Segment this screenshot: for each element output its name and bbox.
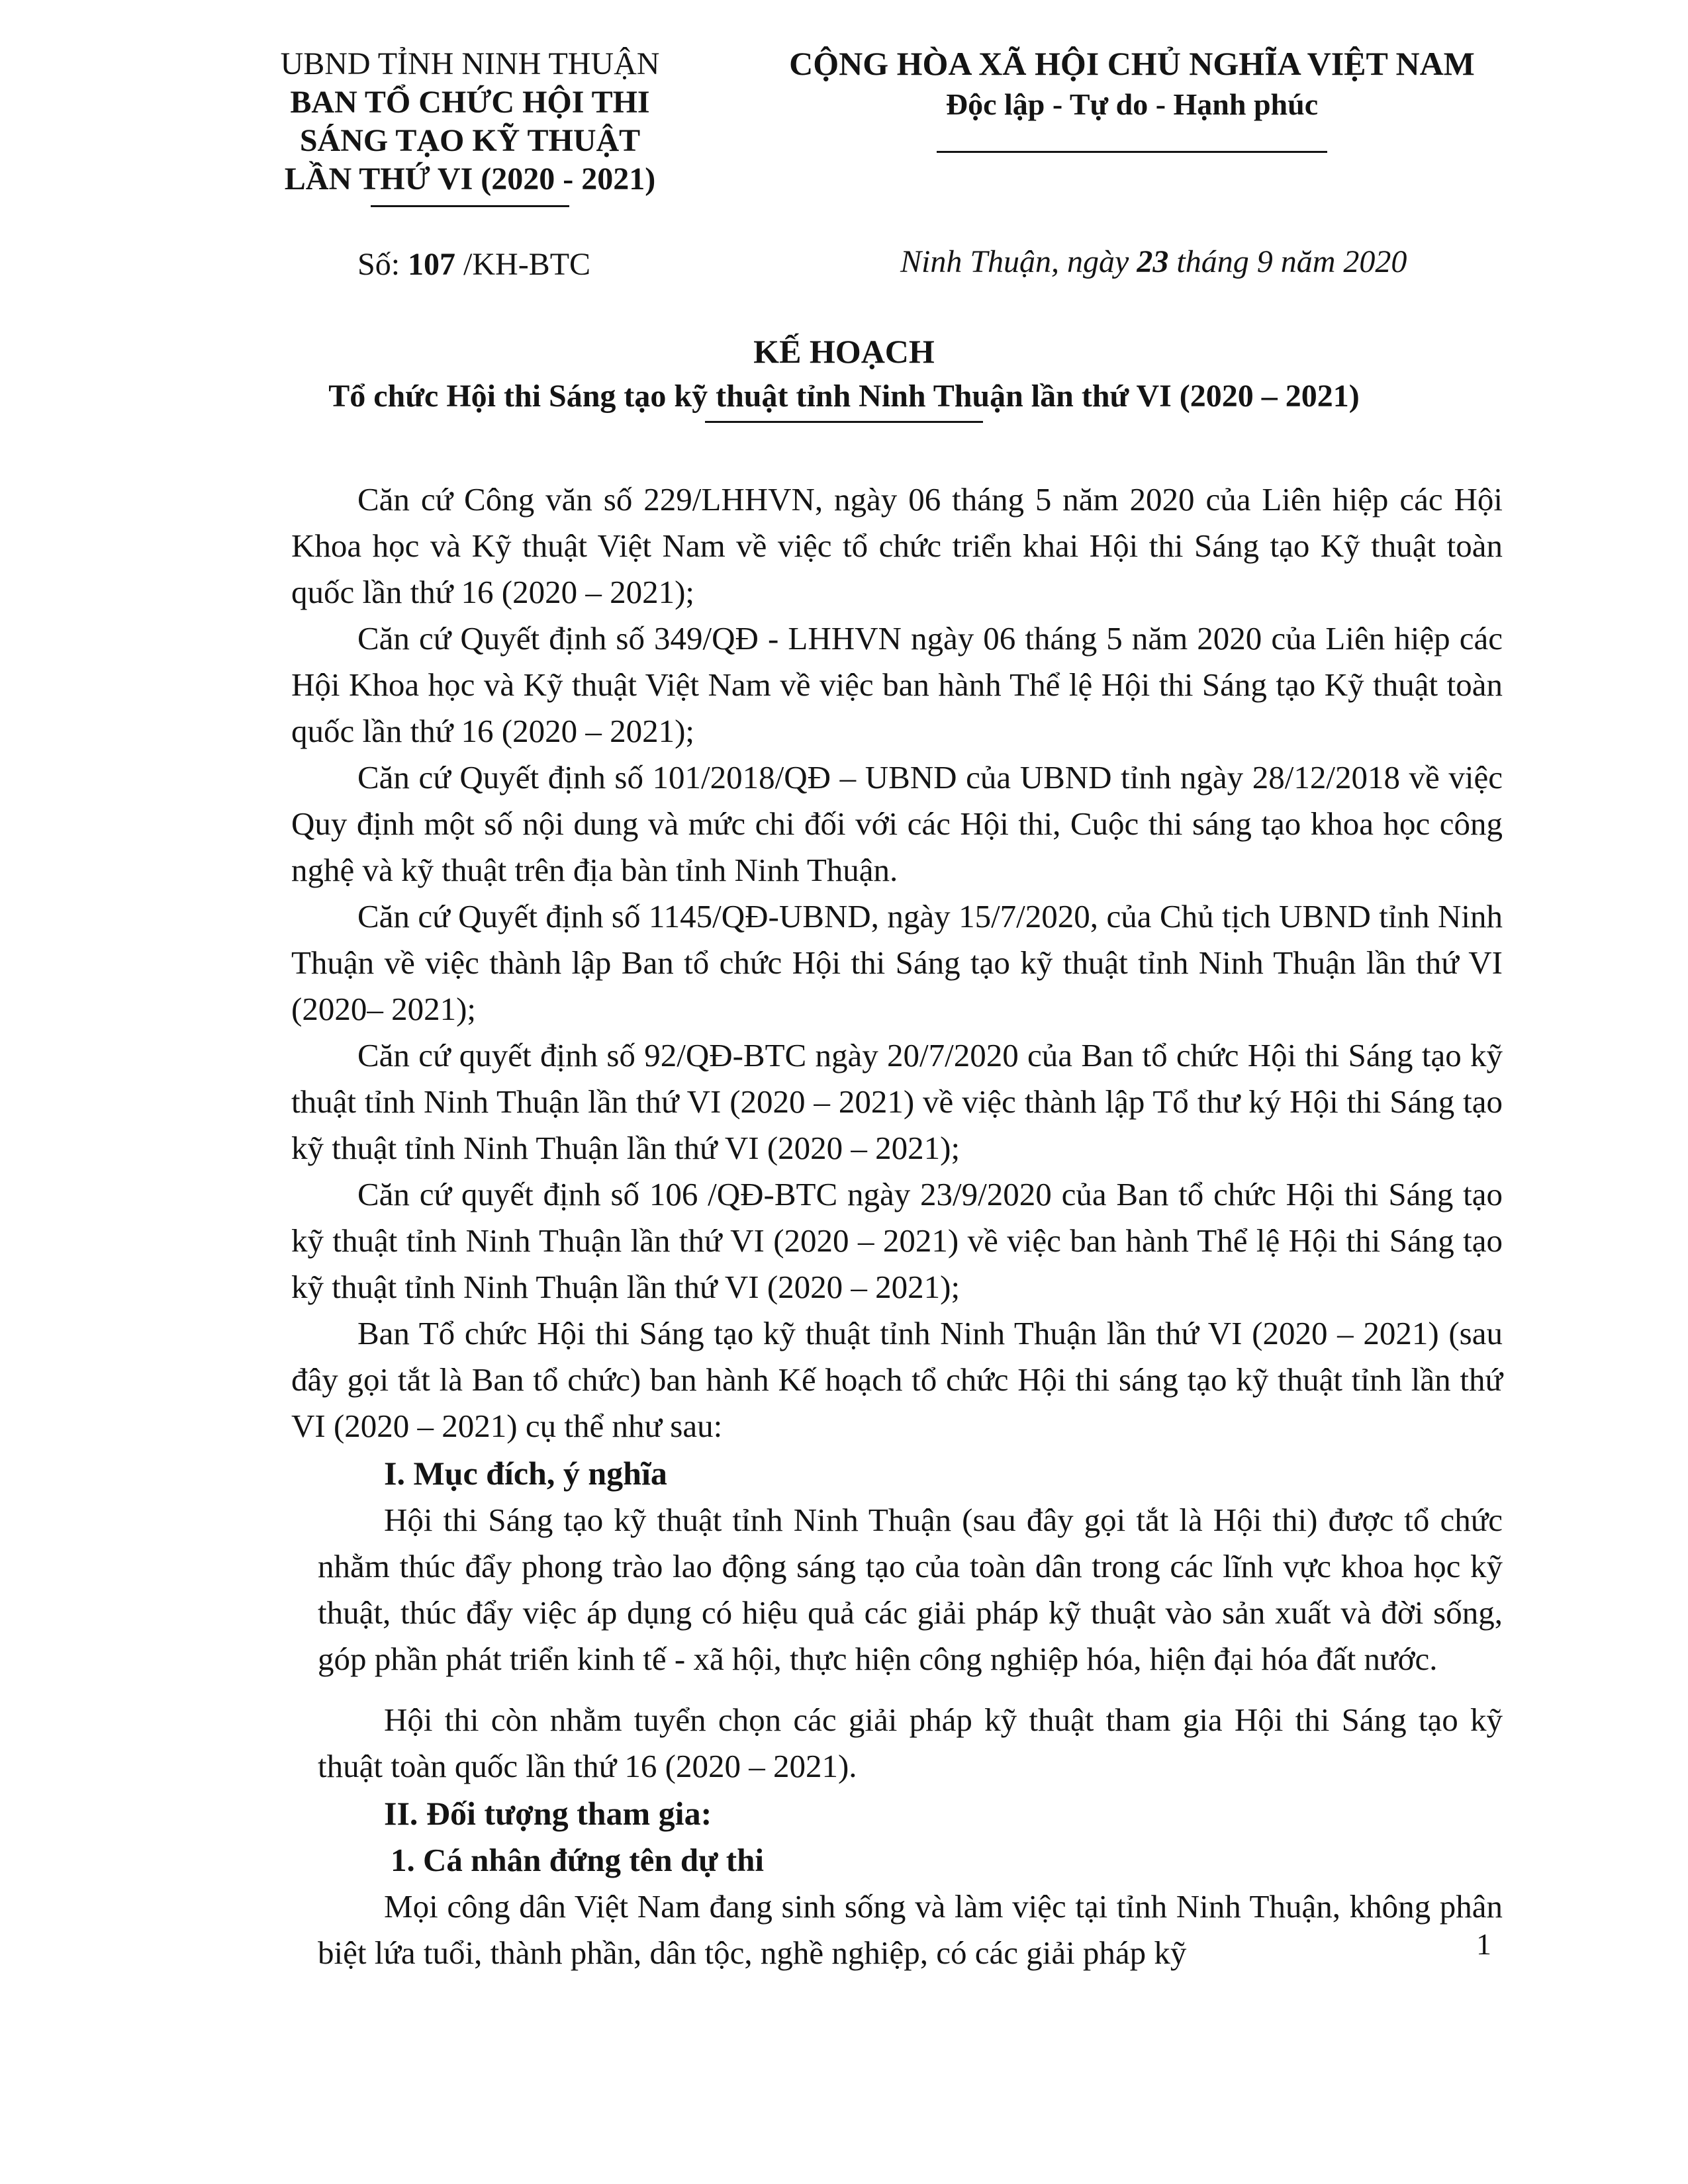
document-number xyxy=(357,245,590,285)
doc-number-suffix: /KH-BTC xyxy=(463,247,591,282)
paragraph-selection: Hội thi còn nhằm tuyển chọn các giải pháp kỹ thuật tham gia Hội thi Sáng tạo kỹ thuật toàn quốc lần thứ 16 (2020 – 2021). xyxy=(318,1702,1503,1784)
subsection-heading-1: 1. Cá nhân đứng tên dự thi xyxy=(391,1842,764,1878)
paragraph-participants: Mọi công dân Việt Nam đang sinh sống và làm việc tại tỉnh Ninh Thuận, không phân biệt lứa tuổi, thành phần, dân tộc, nghề nghiệp, có các giải pháp kỹ xyxy=(318,1888,1503,1971)
date-month-label: tháng xyxy=(1176,244,1249,279)
paragraph-issuance: Ban Tổ chức Hội thi Sáng tạo kỹ thuật tỉnh Ninh Thuận lần thứ VI (2020 – 2021) (sau đây gọi tắt là Ban tổ chức) ban hành Kế hoạch tổ chức Hội thi sáng tạo kỹ thuật tỉnh lần thứ VI (2020 – 2021) cụ thể như sau: xyxy=(291,1315,1503,1444)
organizer-line-1: BAN TỔ CHỨC HỘI THI xyxy=(290,85,650,120)
date-month: 9 xyxy=(1256,244,1273,279)
title-underline xyxy=(705,421,983,423)
national-header-block xyxy=(761,42,1503,153)
doc-number-value: 107 xyxy=(408,247,456,282)
paragraph-legal-basis-3: Căn cứ Quyết định số 101/2018/QĐ – UBND của UBND tỉnh ngày 28/12/2018 về việc Quy định một số nội dung và mức chi đối với các Hội thi, Cuộc thi sáng tạo khoa học công nghệ và kỹ thuật trên địa bàn tỉnh Ninh Thuận. xyxy=(291,759,1503,888)
doc-number-prefix: Số: xyxy=(357,247,400,282)
document-title xyxy=(199,331,1489,423)
section-heading-1: I. Mục đích, ý nghĩa xyxy=(384,1455,667,1492)
date-line xyxy=(900,242,1407,282)
date-year: năm 2020 xyxy=(1280,244,1407,279)
agency-name: UBND TỈNH NINH THUẬN xyxy=(280,46,660,81)
organizer-line-2: SÁNG TẠO KỸ THUẬT xyxy=(299,123,641,158)
page-number: 1 xyxy=(1476,1927,1491,1961)
date-day: 23 xyxy=(1137,244,1169,279)
paragraph-legal-basis-4: Căn cứ Quyết định số 1145/QĐ-UBND, ngày 15/7/2020, của Chủ tịch UBND tỉnh Ninh Thuận về việc thành lập Ban tổ chức Hội thi Sáng tạo kỹ thuật tỉnh Ninh Thuận lần thứ VI (2020– 2021); xyxy=(291,898,1503,1027)
organizer-line-3: LẦN THỨ VI (2020 - 2021) xyxy=(284,161,656,197)
paragraph-legal-basis-6: Căn cứ quyết định số 106 /QĐ-BTC ngày 23/9/2020 của Ban tổ chức Hội thi Sáng tạo kỹ thuật tỉnh Ninh Thuận lần thứ VI (2020 – 2021) về việc ban hành Thể lệ Hội thi Sáng tạo kỹ thuật tỉnh Ninh Thuận lần thứ VI (2020 – 2021); xyxy=(291,1176,1503,1305)
paragraph-purpose: Hội thi Sáng tạo kỹ thuật tỉnh Ninh Thuận (sau đây gọi tắt là Hội thi) được tổ chức nhằm thúc đẩy phong trào lao động sáng tạo của toàn dân trong các lĩnh vực khoa học kỹ thuật, thúc đẩy việc áp dụng có hiệu quả các giải pháp kỹ thuật vào sản xuất và đời sống, góp phần phát triển kinh tế - xã hội, thực hiện công nghiệp hóa, hiện đại hóa đất nước. xyxy=(318,1502,1503,1677)
date-place: Ninh Thuận, ngày xyxy=(900,244,1129,279)
section-heading-2: II. Đối tượng tham gia: xyxy=(384,1795,712,1832)
title-line-2: Tổ chức Hội thi Sáng tạo kỹ thuật tỉnh Ninh Thuận lần thứ VI (2020 – 2021) xyxy=(328,379,1360,414)
right-header-underline xyxy=(937,151,1327,153)
national-title: CỘNG HÒA XÃ HỘI CHỦ NGHĨA VIỆT NAM xyxy=(789,45,1475,82)
paragraph-legal-basis-5: Căn cứ quyết định số 92/QĐ-BTC ngày 20/7/2020 của Ban tổ chức Hội thi Sáng tạo kỹ thuật tỉnh Ninh Thuận lần thứ VI (2020 – 2021) về việc thành lập Tổ thư ký Hội thi Sáng tạo kỹ thuật tỉnh Ninh Thuận lần thứ VI (2020 – 2021); xyxy=(291,1037,1503,1166)
paragraph-legal-basis-2: Căn cứ Quyết định số 349/QĐ - LHHVN ngày 06 tháng 5 năm 2020 của Liên hiệp các Hội Khoa học và Kỹ thuật Việt Nam về việc ban hành Thể lệ Hội thi Sáng tạo Kỹ thuật toàn quốc lần thứ 16 (2020 – 2021); xyxy=(291,620,1503,749)
document-body xyxy=(291,477,1503,1976)
national-motto: Độc lập - Tự do - Hạnh phúc xyxy=(945,87,1319,121)
left-header-underline xyxy=(371,205,569,207)
paragraph-legal-basis-1: Căn cứ Công văn số 229/LHHVN, ngày 06 tháng 5 năm 2020 của Liên hiệp các Hội Khoa học và Kỹ thuật Việt Nam về việc tổ chức triển khai Hội thi Sáng tạo Kỹ thuật toàn quốc lần thứ 16 (2020 – 2021); xyxy=(291,481,1503,610)
title-line-1: KẾ HOẠCH xyxy=(753,333,935,370)
issuing-authority-block xyxy=(218,45,722,207)
